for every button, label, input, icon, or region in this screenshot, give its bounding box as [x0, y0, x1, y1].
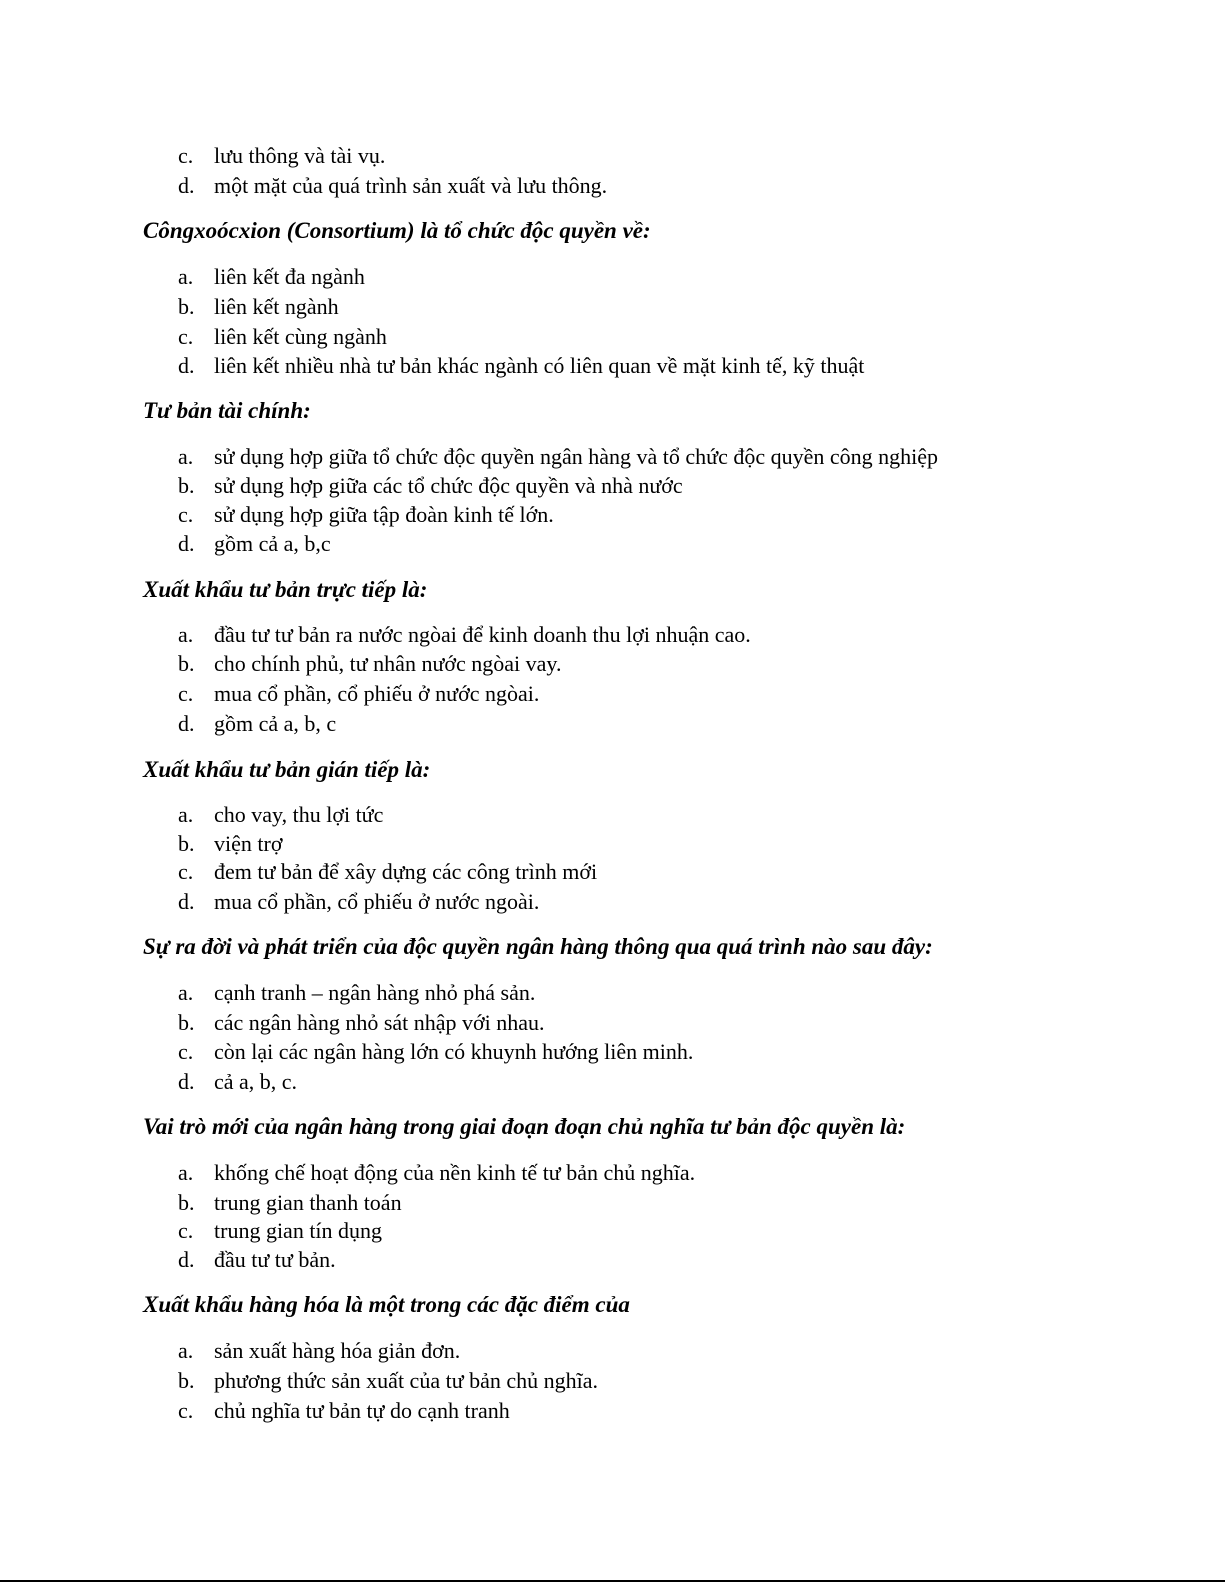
option-text: đầu tư tư bản.: [214, 1247, 336, 1272]
option-text: trung gian tín dụng: [214, 1218, 383, 1243]
option-d: [178, 1067, 297, 1097]
option-text: đem tư bản để xây dựng các công trình mới: [214, 859, 598, 884]
option-letter: d.: [178, 711, 195, 736]
option-a: [178, 1336, 460, 1366]
option-letter: c.: [178, 1398, 194, 1423]
option-letter: b.: [178, 294, 195, 319]
option-letter: c.: [178, 859, 194, 884]
option-c: [178, 141, 385, 171]
option-c: [178, 1037, 693, 1067]
option-c: [178, 1216, 382, 1246]
page-bottom-rule: [0, 1580, 1225, 1582]
option-letter: b.: [178, 1010, 195, 1035]
option-text: liên kết cùng ngành: [214, 324, 387, 349]
option-b: [178, 1008, 545, 1038]
option-text: sử dụng hợp giữa tổ chức độc quyền ngân hàng và tổ chức độc quyền công nghiệp: [214, 444, 939, 469]
option-text: đầu tư tư bản ra nước ngòai để kinh doanh thu lợi nhuận cao.: [214, 622, 751, 647]
option-letter: b.: [178, 1190, 195, 1215]
option-letter: d.: [178, 353, 195, 378]
question-consortium: Côngxoócxion (Consortium) là tổ chức độc quyền về:: [143, 218, 651, 243]
option-letter: d.: [178, 531, 195, 556]
option-letter: c.: [178, 1039, 194, 1064]
option-text: lưu thông và tài vụ.: [214, 143, 386, 168]
option-c: [178, 857, 597, 887]
option-b: [178, 649, 561, 679]
option-c: [178, 500, 554, 530]
option-letter: a.: [178, 264, 194, 289]
option-c: [178, 679, 539, 709]
question-new-role-of-banks: Vai trò mới của ngân hàng trong giai đoạn đoạn chủ nghĩa tư bản độc quyền là:: [143, 1114, 906, 1139]
option-letter: c.: [178, 502, 194, 527]
question-commodity-export: Xuất khẩu hàng hóa là một trong các đặc điểm của: [143, 1292, 630, 1317]
option-text: khống chế hoạt động của nền kinh tế tư bản chủ nghĩa.: [214, 1160, 696, 1185]
option-letter: c.: [178, 143, 194, 168]
option-letter: a.: [178, 444, 194, 469]
question-direct-capital-export: Xuất khẩu tư bản trực tiếp là:: [143, 577, 428, 602]
option-b: [178, 471, 683, 501]
option-b: [178, 1366, 598, 1396]
option-c: [178, 322, 387, 352]
option-d: [178, 171, 607, 201]
option-a: [178, 262, 365, 292]
option-letter: d.: [178, 173, 195, 198]
question-indirect-capital-export: Xuất khẩu tư bản gián tiếp là:: [143, 757, 431, 782]
option-text: viện trợ: [214, 831, 283, 856]
option-letter: b.: [178, 651, 195, 676]
option-letter: b.: [178, 473, 195, 498]
option-text: cạnh tranh – ngân hàng nhỏ phá sản.: [214, 980, 536, 1005]
option-a: [178, 620, 751, 650]
option-text: còn lại các ngân hàng lớn có khuynh hướng liên minh.: [214, 1039, 694, 1064]
option-letter: b.: [178, 831, 195, 856]
option-letter: c.: [178, 681, 194, 706]
option-c: [178, 1396, 510, 1426]
option-a: [178, 800, 383, 830]
option-text: cả a, b, c.: [214, 1069, 298, 1094]
option-letter: d.: [178, 1069, 195, 1094]
option-letter: a.: [178, 1338, 194, 1363]
option-letter: a.: [178, 802, 194, 827]
option-b: [178, 1188, 402, 1218]
question-bank-monopoly-origin: Sự ra đời và phát triển của độc quyền ngân hàng thông qua quá trình nào sau đây:: [143, 934, 933, 959]
option-text: mua cổ phần, cổ phiếu ở nước ngòai.: [214, 681, 540, 706]
option-text: mua cổ phần, cổ phiếu ở nước ngoài.: [214, 889, 540, 914]
option-text: cho vay, thu lợi tức: [214, 802, 384, 827]
option-d: [178, 1245, 336, 1275]
option-text: chủ nghĩa tư bản tự do cạnh tranh: [214, 1398, 510, 1423]
option-letter: a.: [178, 622, 194, 647]
option-letter: b.: [178, 1368, 195, 1393]
option-text: liên kết đa ngành: [214, 264, 365, 289]
option-text: sản xuất hàng hóa giản đơn.: [214, 1338, 461, 1363]
option-text: liên kết ngành: [214, 294, 339, 319]
option-a: [178, 978, 535, 1008]
option-d: [178, 529, 331, 559]
option-letter: a.: [178, 1160, 194, 1185]
option-b: [178, 292, 339, 322]
option-text: trung gian thanh toán: [214, 1190, 402, 1215]
option-a: [178, 442, 938, 472]
option-letter: d.: [178, 1247, 195, 1272]
option-d: [178, 709, 336, 739]
option-b: [178, 829, 282, 859]
option-text: phương thức sản xuất của tư bản chủ nghĩa.: [214, 1368, 599, 1393]
option-d: [178, 887, 539, 917]
option-text: liên kết nhiều nhà tư bản khác ngành có liên quan về mặt kinh tế, kỹ thuật: [214, 353, 865, 378]
option-text: các ngân hàng nhỏ sát nhập với nhau.: [214, 1010, 545, 1035]
option-letter: c.: [178, 324, 194, 349]
option-text: gồm cả a, b,c: [214, 531, 331, 556]
option-letter: d.: [178, 889, 195, 914]
option-text: sử dụng hợp giữa các tổ chức độc quyền và nhà nước: [214, 473, 683, 498]
option-a: [178, 1158, 695, 1188]
option-letter: c.: [178, 1218, 194, 1243]
option-text: một mặt của quá trình sản xuất và lưu thông.: [214, 173, 608, 198]
option-text: sử dụng hợp giữa tập đoàn kinh tế lớn.: [214, 502, 554, 527]
option-text: gồm cả a, b, c: [214, 711, 337, 736]
option-text: cho chính phủ, tư nhân nước ngòai vay.: [214, 651, 562, 676]
option-d: [178, 351, 864, 381]
option-letter: a.: [178, 980, 194, 1005]
question-finance-capital: Tư bản tài chính:: [143, 398, 311, 423]
